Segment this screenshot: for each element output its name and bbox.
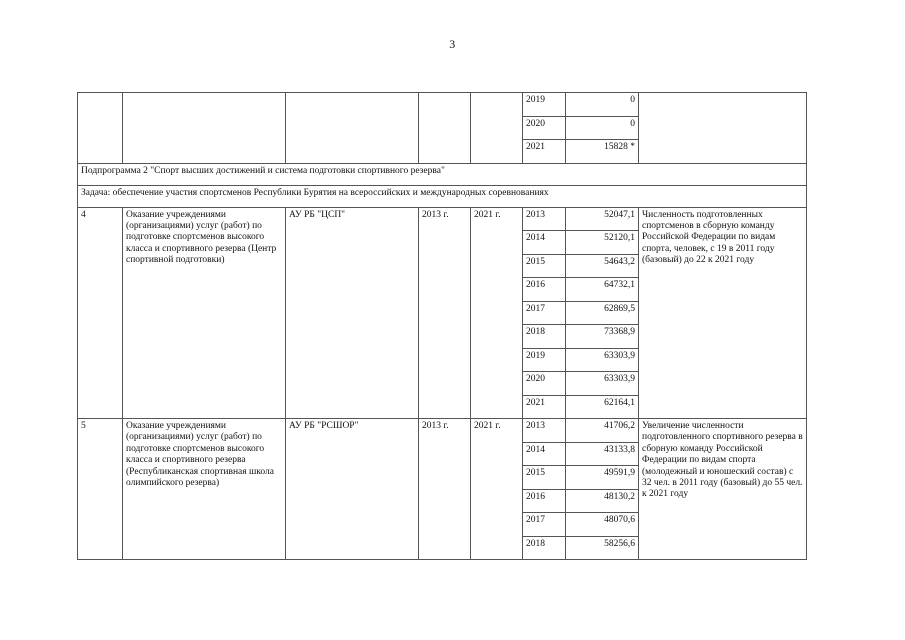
- year-cell: 2021: [523, 140, 566, 164]
- task-title: Задача: обеспечение участия спортсменов Республики Бурятия на всероссийских и международных соревнованиях: [78, 185, 807, 207]
- name-cell: [123, 93, 286, 164]
- year-cell: 2018: [523, 536, 566, 560]
- value-cell: 73368,9: [566, 325, 639, 349]
- value-cell: 64732,1: [566, 278, 639, 302]
- value-cell: 48130,2: [566, 489, 639, 513]
- value-cell: 52047,1: [566, 207, 639, 231]
- year-cell: 2017: [523, 301, 566, 325]
- year-cell: 2014: [523, 442, 566, 466]
- executor-cell: АУ РБ "РСШОР": [286, 419, 419, 560]
- num-cell: 5: [78, 419, 123, 560]
- year-cell: 2015: [523, 466, 566, 490]
- year-cell: 2014: [523, 231, 566, 255]
- year-cell: 2021: [523, 395, 566, 419]
- value-cell: 58256,6: [566, 536, 639, 560]
- executor-cell: АУ РБ "ЦСП": [286, 207, 419, 419]
- indicator-cell: Увеличение численности подготовленного спортивного резерва в сборную команду Российской Федерации по видам спорта (молодежный и юношеский состав) с 32 чел. в 2011 году (базовый) до 55 чел. к 2021 году: [639, 419, 807, 560]
- year-cell: 2013: [523, 419, 566, 443]
- indicator-cell: Численность подготовленных спортсменов в сборную команду Российской Федерации по видам спорта, человек, с 19 в 2011 году (базовый) до 22 к 2021 году: [639, 207, 807, 419]
- year-cell: 2019: [523, 348, 566, 372]
- start-cell: 2013 г.: [419, 207, 471, 419]
- indicator-cell: [639, 93, 807, 164]
- value-cell: 63303,9: [566, 348, 639, 372]
- subprogram-title: Подпрограмма 2 "Спорт высших достижений и система подготовки спортивного резерва": [78, 163, 807, 185]
- year-cell: 2020: [523, 116, 566, 140]
- value-cell: 52120,1: [566, 231, 639, 255]
- task-row: [78, 185, 807, 207]
- value-cell: 41706,2: [566, 419, 639, 443]
- end-cell: [471, 93, 523, 164]
- value-cell: 43133,8: [566, 442, 639, 466]
- executor-cell: [286, 93, 419, 164]
- value-cell: 54643,2: [566, 254, 639, 278]
- table-row: [78, 207, 807, 231]
- value-cell: 0: [566, 93, 639, 117]
- start-cell: [419, 93, 471, 164]
- name-cell: Оказание учреждениями (организациями) услуг (работ) по подготовке спортсменов высокого класса и спортивного резерва (Центр спортивной подготовки): [123, 207, 286, 419]
- num-cell: 4: [78, 207, 123, 419]
- page-number: 3: [449, 37, 456, 51]
- year-cell: 2017: [523, 513, 566, 537]
- subprogram-row: [78, 163, 807, 185]
- end-cell: 2021 г.: [471, 419, 523, 560]
- table-row: [78, 93, 807, 117]
- value-cell: 0: [566, 116, 639, 140]
- program-table: [77, 92, 807, 560]
- year-cell: 2013: [523, 207, 566, 231]
- year-cell: 2016: [523, 278, 566, 302]
- start-cell: 2013 г.: [419, 419, 471, 560]
- year-cell: 2015: [523, 254, 566, 278]
- end-cell: 2021 г.: [471, 207, 523, 419]
- value-cell: 49591,9: [566, 466, 639, 490]
- year-cell: 2018: [523, 325, 566, 349]
- name-cell: Оказание учреждениями (организациями) услуг (работ) по подготовке спортсменов высокого класса и спортивного резерва (Республиканская спортивная школа олимпийского резерва): [123, 419, 286, 560]
- table-row: [78, 419, 807, 443]
- year-cell: 2016: [523, 489, 566, 513]
- value-cell: 48070,6: [566, 513, 639, 537]
- num-cell: [78, 93, 123, 164]
- year-cell: 2020: [523, 372, 566, 396]
- value-cell: 63303,9: [566, 372, 639, 396]
- value-cell: 15828 *: [566, 140, 639, 164]
- year-cell: 2019: [523, 93, 566, 117]
- value-cell: 62869,5: [566, 301, 639, 325]
- value-cell: 62164,1: [566, 395, 639, 419]
